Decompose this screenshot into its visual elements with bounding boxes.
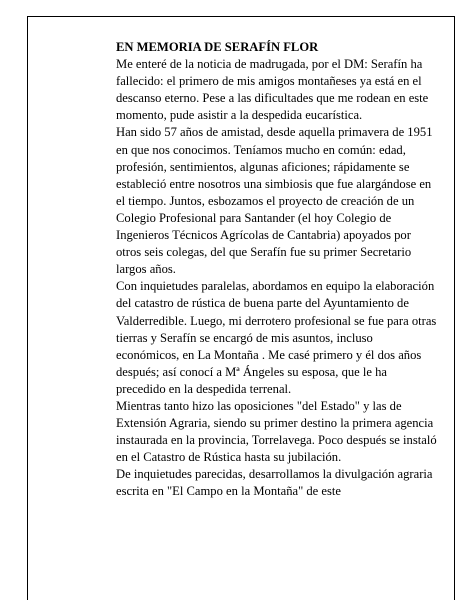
article-body <box>116 39 438 501</box>
paragraph-1: Me enteré de la noticia de madrugada, por el DM: Serafín ha fallecido: el primero de mis amigos montañeses ya está en el descanso eterno. Pese a las dificultades que me rodean en este momento, pude asistir a la despedida eucarística. <box>116 57 429 123</box>
document-page <box>27 16 455 600</box>
article-title: EN MEMORIA DE SERAFÍN FLOR <box>116 40 319 54</box>
paragraph-4: Mientras tanto hizo las oposiciones "del Estado" y las de Extensión Agraria, siendo su primer destino la primera agencia instaurada en la provincia, Torrelavega. Poco después se instaló en el Catastro de Rústica hasta su jubilación. <box>116 398 437 465</box>
paragraph-3: Con inquietudes paralelas, abordamos en equipo la elaboración del catastro de rústica de buena parte del Ayuntamiento de Valderredible. Luego, mi derrotero profesional se fue para otras tierras y Serafín se encargó de mis asuntos, incluso económicos, en La Montaña . Me casé primero y él dos años después; así conocí a Mª Ángeles su esposa, que le ha precedido en la despedida terrenal. <box>116 279 437 396</box>
paragraph-5: De inquietudes parecidas, desarrollamos la divulgación agraria escrita en "El Campo en la Montaña" de este <box>116 467 433 499</box>
paragraph-2: Han sido 57 años de amistad, desde aquella primavera de 1951 en que nos conocimos. Teníamos mucho en común: edad, profesión, sentimientos, algunas aficiones; rápidamente se estableció entre nosotros una simbiosis que fue alargándose en el tiempo. Juntos, esbozamos el proyecto de creación de un Colegio Profesional para Santander (el hoy Colegio de Ingenieros Técnicos Agrícolas de Cantabria) apoyados por otros seis colegas, del que Serafín fue su primer Secretario largos años. <box>116 125 433 277</box>
